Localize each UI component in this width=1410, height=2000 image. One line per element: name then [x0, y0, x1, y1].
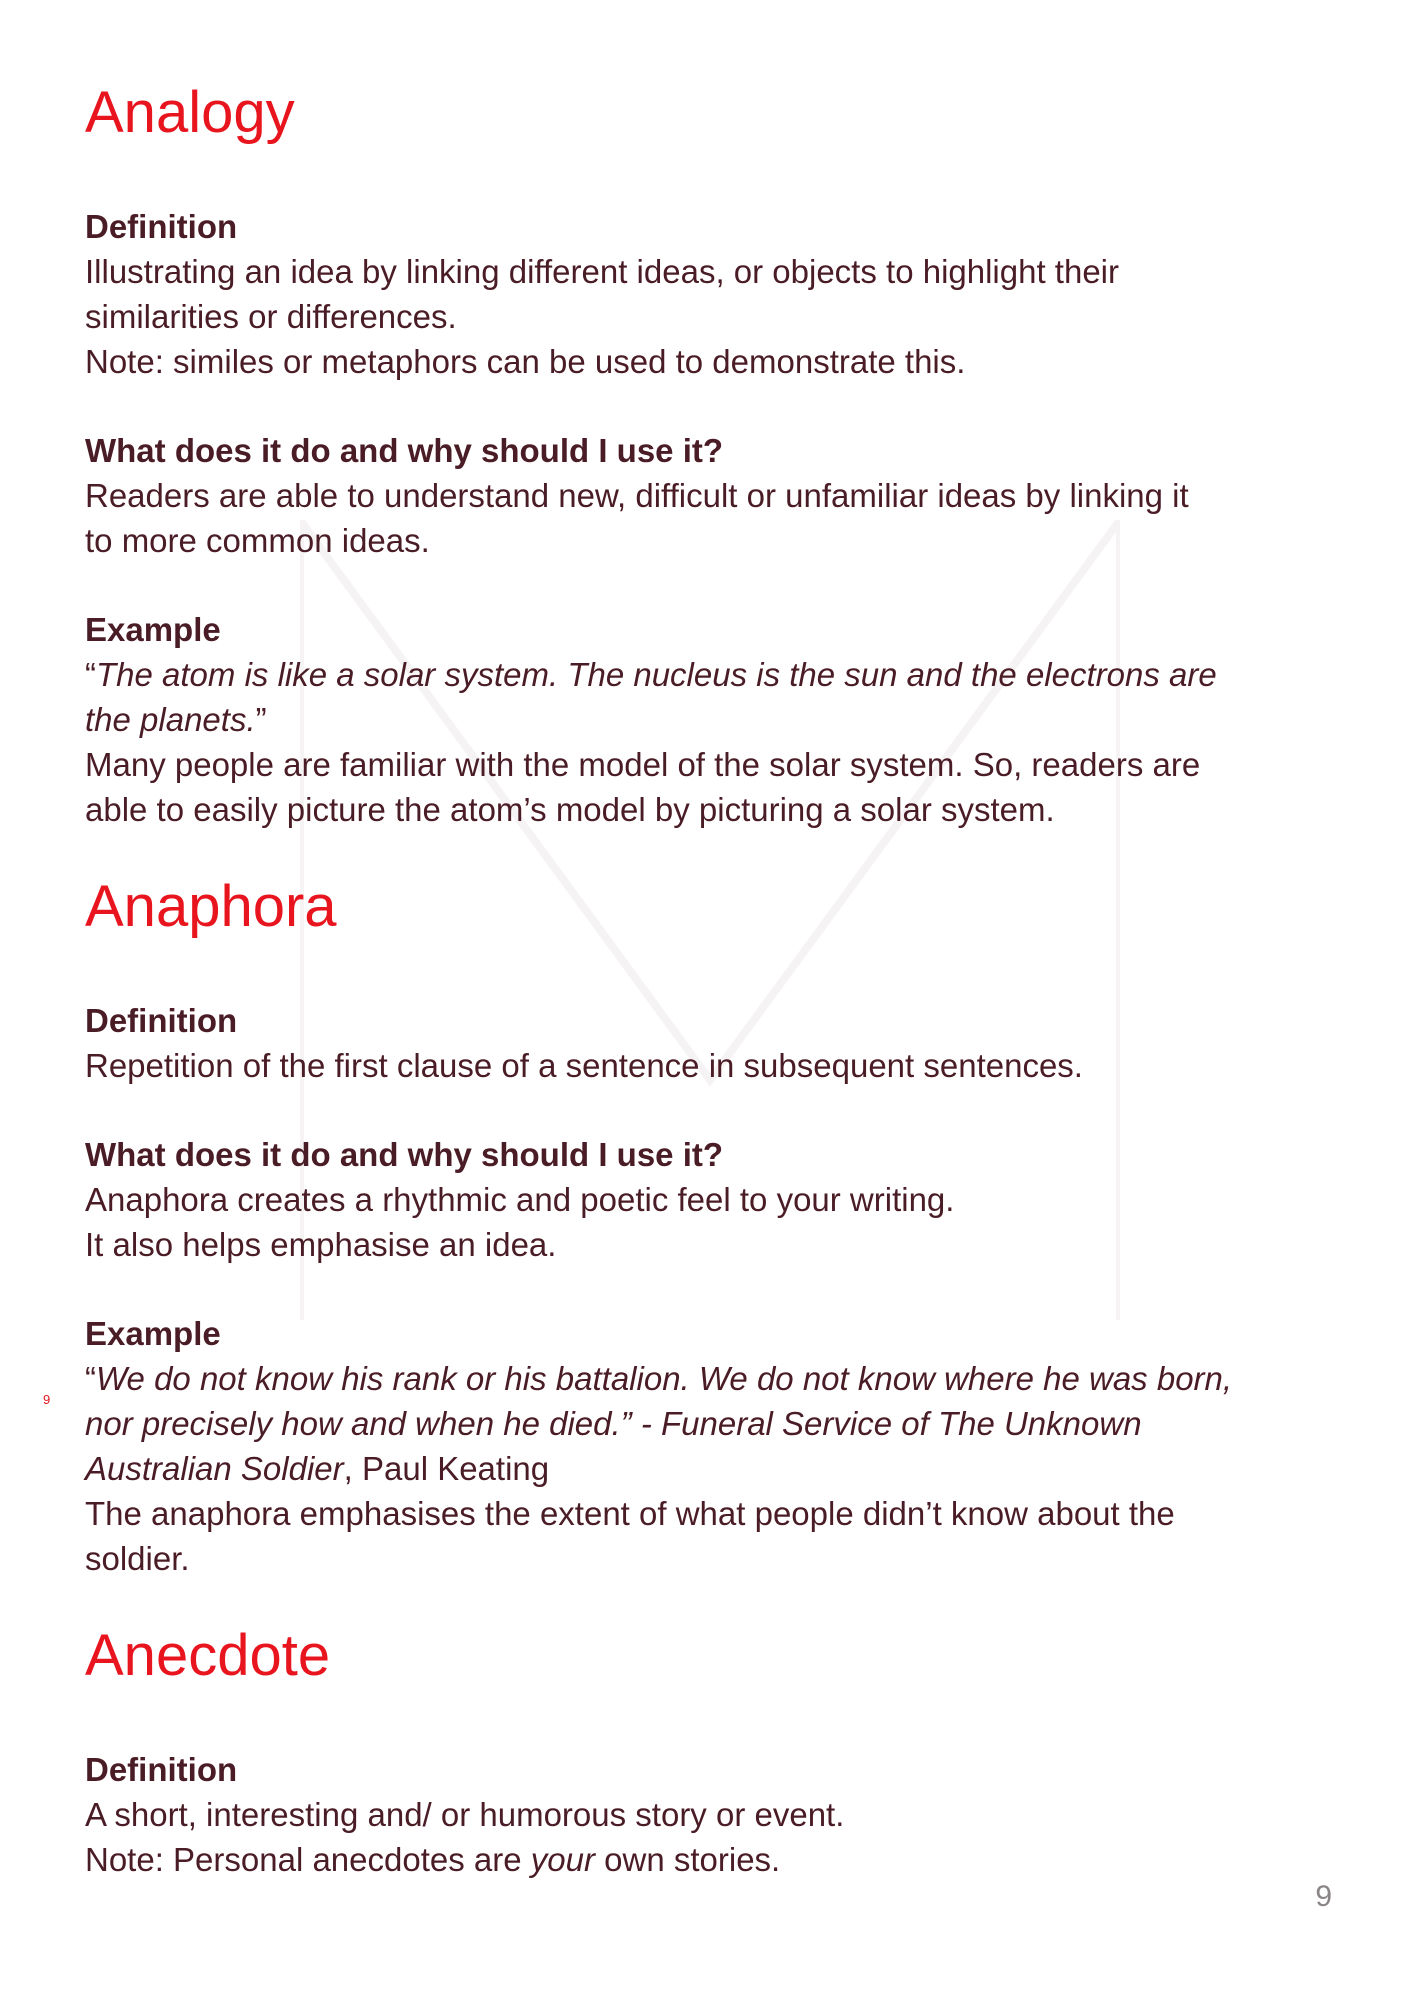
margin-page-marker: 9: [43, 1392, 51, 1407]
term-title: Analogy: [85, 80, 295, 145]
body-line: Repetition of the first clause of a sentence in subsequent sentences.: [85, 1047, 1083, 1084]
section-heading: Definition: [85, 1002, 238, 1039]
example-section: [85, 1311, 1335, 1581]
example-quote-line: [85, 652, 1335, 697]
quote-source-author: , Paul Keating: [343, 1450, 550, 1487]
body-line: A short, interesting and/ or humorous story or event.: [85, 1796, 845, 1833]
section-heading: Definition: [85, 208, 238, 245]
body-line: It also helps emphasise an idea.: [85, 1226, 557, 1263]
entry-analogy: [85, 78, 1335, 832]
quote-source-title: Australian Soldier: [85, 1450, 344, 1487]
body-line: Readers are able to understand new, difficult or unfamiliar ideas by linking it: [85, 477, 1189, 514]
quote-text: the planets.: [85, 701, 256, 738]
body-line: similarities or differences.: [85, 298, 457, 335]
body-line: soldier.: [85, 1540, 190, 1577]
note-text: own stories.: [594, 1841, 781, 1878]
section-heading: Example: [85, 611, 221, 648]
example-section: [85, 607, 1335, 832]
purpose-section: [85, 1132, 1335, 1267]
note-emphasis: your: [530, 1841, 595, 1878]
example-quote-line: nor precisely how and when he died.” - Funeral Service of The Unknown: [85, 1405, 1142, 1442]
definition-section: [85, 998, 1335, 1088]
body-line: The anaphora emphasises the extent of what people didn’t know about the: [85, 1495, 1175, 1532]
note-text: Note: Personal anecdotes are: [85, 1841, 531, 1878]
open-quote: “: [85, 656, 96, 693]
body-line: to more common ideas.: [85, 522, 430, 559]
section-heading: Definition: [85, 1751, 238, 1788]
quote-text: We do not know his rank or his battalion. We do not know where he was born,: [96, 1360, 1233, 1397]
glossary-content: [85, 78, 1335, 1922]
section-heading: Example: [85, 1315, 221, 1352]
body-line: Many people are familiar with the model of the solar system. So, readers are: [85, 746, 1201, 783]
section-heading: What does it do and why should I use it?: [85, 432, 724, 469]
body-line: Anaphora creates a rhythmic and poetic feel to your writing.: [85, 1181, 955, 1218]
entry-anecdote: [85, 1621, 1335, 1882]
purpose-section: [85, 428, 1335, 563]
definition-section: [85, 1747, 1335, 1882]
example-quote-line: [85, 1356, 1335, 1401]
section-heading: What does it do and why should I use it?: [85, 1136, 724, 1173]
term-title: Anecdote: [85, 1623, 331, 1688]
definition-section: [85, 204, 1335, 384]
quote-text: The atom is like a solar system. The nucleus is the sun and the electrons are: [96, 656, 1217, 693]
body-line: [85, 1837, 1335, 1882]
body-line: Note: similes or metaphors can be used to demonstrate this.: [85, 343, 966, 380]
body-line: Illustrating an idea by linking different ideas, or objects to highlight their: [85, 253, 1120, 290]
entry-anaphora: [85, 872, 1335, 1581]
term-title: Anaphora: [85, 874, 337, 939]
body-line: able to easily picture the atom’s model by picturing a solar system.: [85, 791, 1055, 828]
page-number: 9: [1315, 1880, 1332, 1913]
example-quote-line: [85, 1446, 1335, 1491]
example-quote-line: [85, 697, 1335, 742]
open-quote: “: [85, 1360, 96, 1397]
close-quote: ”: [255, 701, 267, 738]
